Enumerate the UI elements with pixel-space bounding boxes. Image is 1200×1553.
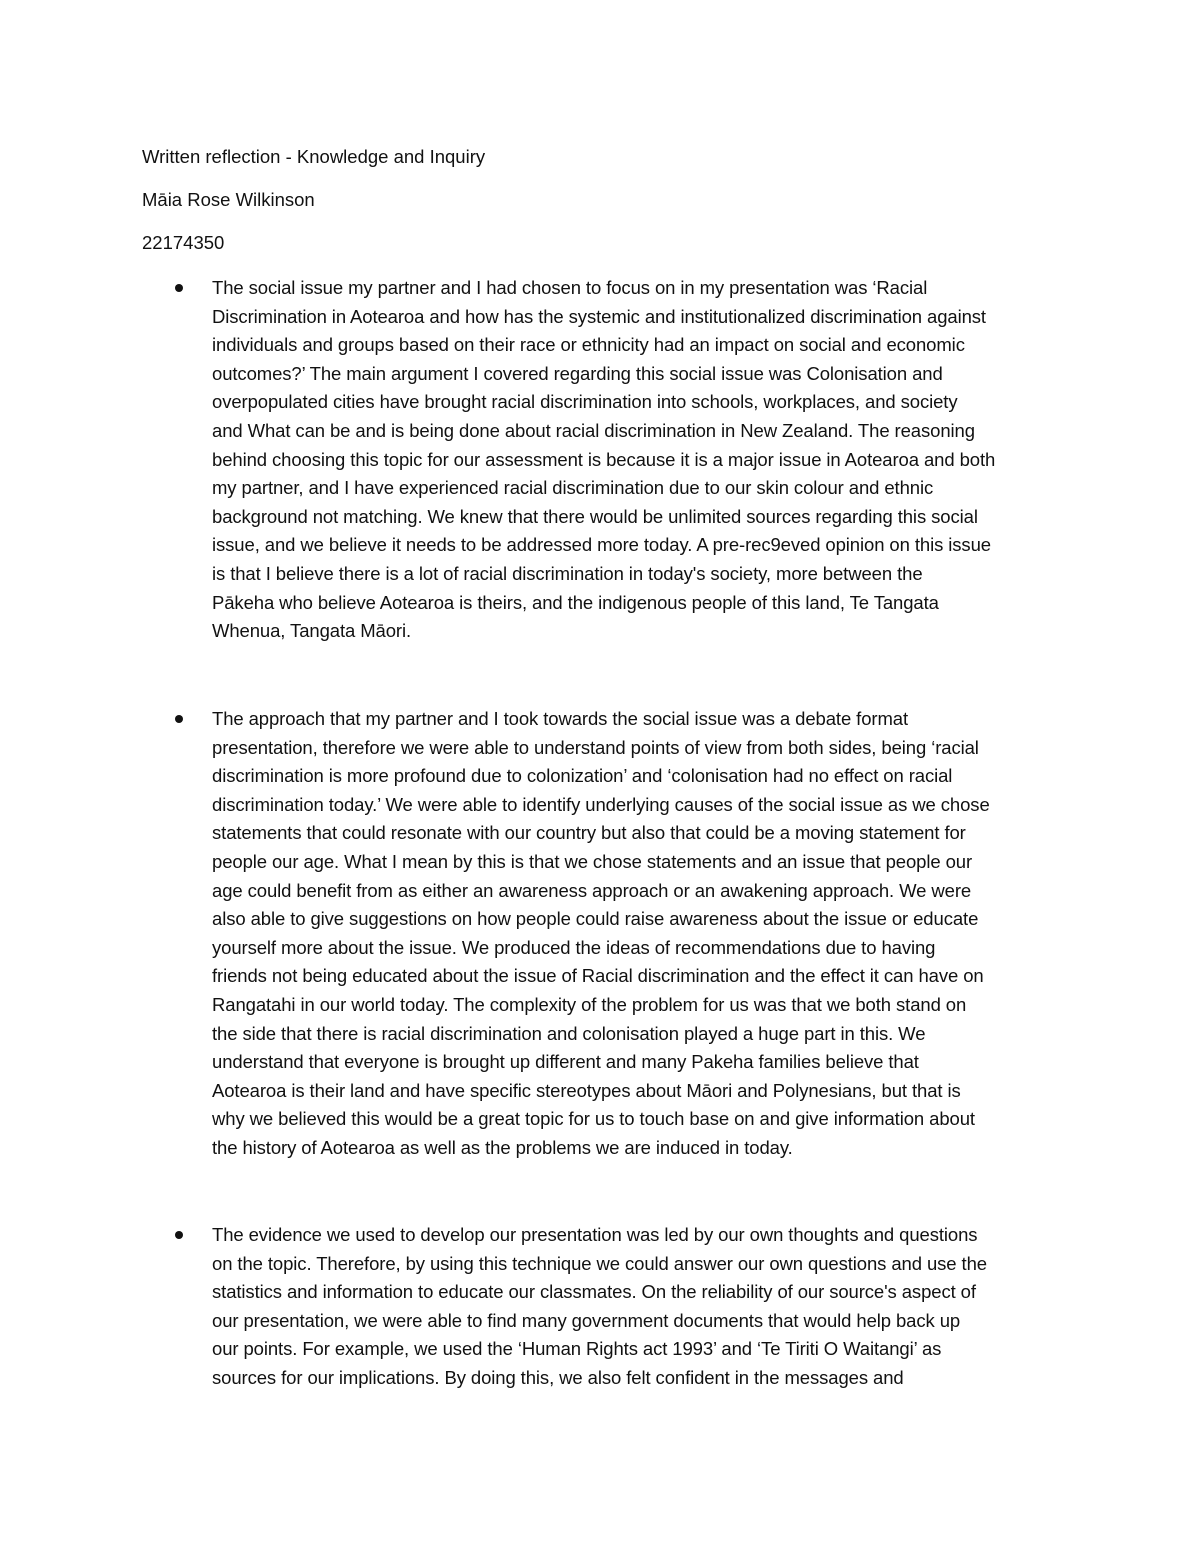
paragraph-line: outcomes?’ The main argument I covered regarding this social issue was Colonisation and bbox=[212, 362, 943, 384]
paragraph-line: understand that everyone is brought up different and many Pakeha families believe that bbox=[212, 1051, 919, 1073]
bullet-icon bbox=[175, 284, 183, 292]
paragraph-line: also able to give suggestions on how people could raise awareness about the issue or educate bbox=[212, 908, 979, 930]
paragraph-line: Aotearoa is their land and have specific stereotypes about Māori and Polynesians, but that is bbox=[212, 1079, 961, 1101]
paragraph-line: on the topic. Therefore, by using this technique we could answer our own questions and use the bbox=[212, 1252, 987, 1274]
paragraph-line: my partner, and I have experienced racial discrimination due to our skin colour and ethnic bbox=[212, 477, 934, 499]
paragraph-line: The approach that my partner and I took towards the social issue was a debate format bbox=[212, 708, 909, 729]
paragraph-line: individuals and groups based on their race or ethnicity had an impact on social and economic bbox=[212, 334, 965, 356]
paragraph-line: discrimination today.’ We were able to identify underlying causes of the social issue as we chose bbox=[212, 793, 990, 815]
paragraph-line: is that I believe there is a lot of racial discrimination in today's society, more between the bbox=[212, 562, 923, 584]
paragraph-line: The social issue my partner and I had chosen to focus on in my presentation was ‘Racial bbox=[212, 277, 928, 298]
document-title: Written reflection - Knowledge and Inquiry bbox=[142, 146, 486, 167]
paragraph-line: people our age. What I mean by this is that we chose statements and an issue that people our bbox=[212, 850, 973, 872]
paragraph-line: discrimination is more profound due to colonization’ and ‘colonisation had no effect on racial bbox=[212, 765, 953, 787]
paragraph-line: overpopulated cities have brought racial discrimination into schools, workplaces, and society bbox=[212, 391, 958, 413]
paragraph-line: background not matching. We knew that there would be unlimited sources regarding this social bbox=[212, 505, 978, 527]
bullet-icon bbox=[175, 1231, 183, 1239]
paragraph-line: our points. For example, we used the ‘Human Rights act 1993’ and ‘Te Tiriti O Waitangi’ as bbox=[212, 1338, 942, 1360]
paragraph-line: Discrimination in Aotearoa and how has the systemic and institutionalized discrimination against bbox=[212, 305, 986, 327]
paragraph-line: issue, and we believe it needs to be addressed more today. A pre-rec9eved opinion on this issue bbox=[212, 534, 991, 556]
bullet-icon bbox=[175, 715, 183, 723]
student-id: 22174350 bbox=[142, 232, 225, 253]
paragraph-line: behind choosing this topic for our assessment is because it is a major issue in Aotearoa and both bbox=[212, 448, 996, 470]
paragraph-line: statements that could resonate with our country but also that could be a moving statement for bbox=[212, 822, 966, 844]
paragraph-line: the history of Aotearoa as well as the problems we are induced in today. bbox=[212, 1136, 793, 1158]
paragraph-line: presentation, therefore we were able to understand points of view from both sides, being ‘racial bbox=[212, 736, 979, 758]
paragraph-1-text bbox=[212, 274, 1072, 646]
paragraph-line: sources for our implications. By doing this, we also felt confident in the messages and bbox=[212, 1366, 904, 1388]
paragraph-line: and What can be and is being done about racial discrimination in New Zealand. The reasoning bbox=[212, 419, 975, 441]
paragraph-line: Whenua, Tangata Māori. bbox=[212, 620, 412, 642]
paragraph-line: yourself more about the issue. We produced the ideas of recommendations due to having bbox=[212, 936, 936, 958]
paragraph-line: why we believed this would be a great topic for us to touch base on and give information about bbox=[212, 1108, 975, 1130]
author-name: Māia Rose Wilkinson bbox=[142, 189, 315, 210]
paragraph-2-text bbox=[212, 705, 1072, 1163]
paragraph-line: Rangatahi in our world today. The complexity of the problem for us was that we both stand on bbox=[212, 993, 967, 1015]
paragraph-line: statistics and information to educate our classmates. On the reliability of our source's aspect of bbox=[212, 1281, 976, 1303]
paragraph-line: the side that there is racial discrimination and colonisation played a huge part in this. We bbox=[212, 1022, 926, 1044]
paragraph-line: friends not being educated about the issue of Racial discrimination and the effect it can have on bbox=[212, 965, 984, 987]
paragraph-line: our presentation, we were able to find many government documents that would help back up bbox=[212, 1309, 961, 1331]
paragraph-3-text bbox=[212, 1221, 1072, 1393]
paragraph-line: age could benefit from as either an awareness approach or an awakening approach. We were bbox=[212, 879, 972, 901]
paragraph-line: The evidence we used to develop our presentation was led by our own thoughts and questions bbox=[212, 1224, 978, 1245]
paragraph-line: Pākeha who believe Aotearoa is theirs, and the indigenous people of this land, Te Tangata bbox=[212, 591, 939, 613]
